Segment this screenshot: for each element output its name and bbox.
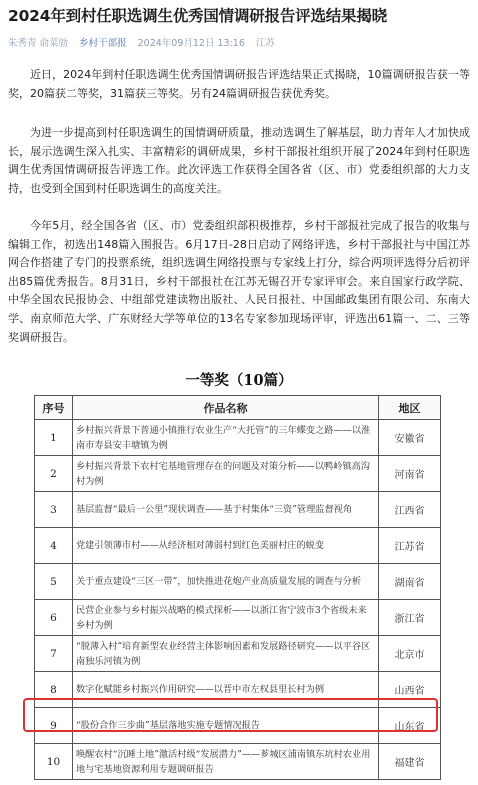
row-region: 福建省: [379, 744, 441, 780]
row-region: 山东省: [379, 708, 441, 744]
article-authors: 朱秀青 俞菜勍: [8, 38, 69, 49]
table-row: [35, 492, 441, 528]
row-no: 6: [35, 600, 73, 636]
row-no: 5: [35, 564, 73, 600]
row-name: 乡村振兴背景下普通小镇推行农业生产“大托管”的三年蝶变之路——以淮南市寿县安丰塘镇为例: [73, 420, 379, 456]
row-no: 7: [35, 636, 73, 672]
header-name: 作品名称: [73, 396, 379, 420]
table-header-row: [35, 396, 441, 420]
header-region: 地区: [379, 396, 441, 420]
row-name: “股份合作三步曲”基层落地实施专题情况报告: [73, 708, 379, 744]
row-region: 湖南省: [379, 564, 441, 600]
row-region: 山西省: [379, 672, 441, 708]
paragraph-2: 为进一步提高到村任职选调生的国情调研质量，推动选调生了解基层，助力青年人才加快成长，展示选调生深入扎实、丰富精彩的调研成果，乡村干部报社组织开展了2024年到村任职选调生优秀国情调研报告评选工作。此次评选工作获得全国各省（区、市）党委组织部的大力支持，也受到全国到村任职选调生的高度关注。: [8, 126, 470, 195]
row-name: 基层监督“最后一公里”现状调查——基于村集体“三资”管理监督视角: [73, 492, 379, 528]
table-row: [35, 672, 441, 708]
row-no: 10: [35, 744, 73, 780]
row-name: 党建引领薄市村——从经济相对薄弱村到红色美丽村庄的蜕变: [73, 528, 379, 564]
row-no: 2: [35, 456, 73, 492]
table-row: [35, 528, 441, 564]
row-region: 河南省: [379, 456, 441, 492]
table-row: [35, 600, 441, 636]
row-name: “脱薄入村”培育新型农业经营主体影响因素和发展路径研究——以平谷区南独乐河镇为例: [73, 636, 379, 672]
paragraph-3: 今年5月，经全国各省（区、市）党委组织部积极推荐，乡村干部报社完成了报告的收集与编辑工作，初选出148篇入围报告。6月17日-28日启动了网络评选，乡村干部报社与中国江苏网合作搭建了专门的投票系统，组织选调生网络投票与专家线上打分，综合两项评选得分后初评出85篇优秀报告。8月31日，乡村干部报社在江苏无锡召开专家评审会。来自国家行政学院、中华全国农民报协会、中组部党建读物出版社、人民日报社、中国邮政集团有限公司、东南大学、南京师范大学、广东财经大学等单位的13名专家参加现场评审，评选出61篇一、二、三等奖调研报告。: [8, 219, 470, 344]
paragraph-1: 近日，2024年到村任职选调生优秀国情调研报告评选结果正式揭晓，10篇调研报告获一等奖，20篇获二等奖，31篇获三等奖。另有24篇调研报告获优秀奖。: [8, 68, 470, 100]
row-region: 江苏省: [379, 528, 441, 564]
row-no: 3: [35, 492, 73, 528]
article-meta: [8, 35, 283, 49]
row-region: 浙江省: [379, 600, 441, 636]
row-name: 关于重点建设“三区一带”，加快推进花炮产业高质量发展的调查与分析: [73, 564, 379, 600]
table-row: [35, 636, 441, 672]
row-name: 唤醒农村“沉睡土地”激活村级“发展潜力”——芗城区浦南镇东坑村农业用地与宅基地资源利用专题调研报告: [73, 744, 379, 780]
row-no: 4: [35, 528, 73, 564]
row-name: 民营企业参与乡村振兴战略的模式探析——以浙江省宁波市3个省级未来乡村为例: [73, 600, 379, 636]
row-name: 数字化赋能乡村振兴作用研究——以晋中市左权县里长村为例: [73, 672, 379, 708]
row-no: 1: [35, 420, 73, 456]
table-row: [35, 564, 441, 600]
table-row: [35, 420, 441, 456]
row-no: 8: [35, 672, 73, 708]
header-no: 序号: [35, 396, 73, 420]
row-region: 北京市: [379, 636, 441, 672]
table-row: [35, 456, 441, 492]
table-row-highlighted: [35, 708, 441, 744]
article-title: 2024年到村任职选调生优秀国情调研报告评选结果揭晓: [8, 7, 387, 25]
article-location: 江苏: [255, 38, 275, 49]
award-table: [34, 395, 441, 780]
row-region: 安徽省: [379, 420, 441, 456]
row-no: 9: [35, 708, 73, 744]
award-table-title: 一等奖（10篇）: [185, 372, 293, 389]
row-region: 江西省: [379, 492, 441, 528]
table-row: [35, 744, 441, 780]
article-source-link[interactable]: 乡村干部报: [79, 38, 127, 49]
row-name: 乡村振兴背景下农村宅基地管理存在的问题及对策分析——以鸭岭镇高沟村为例: [73, 456, 379, 492]
article-date: 2024年09月12日 13:16: [137, 38, 245, 49]
